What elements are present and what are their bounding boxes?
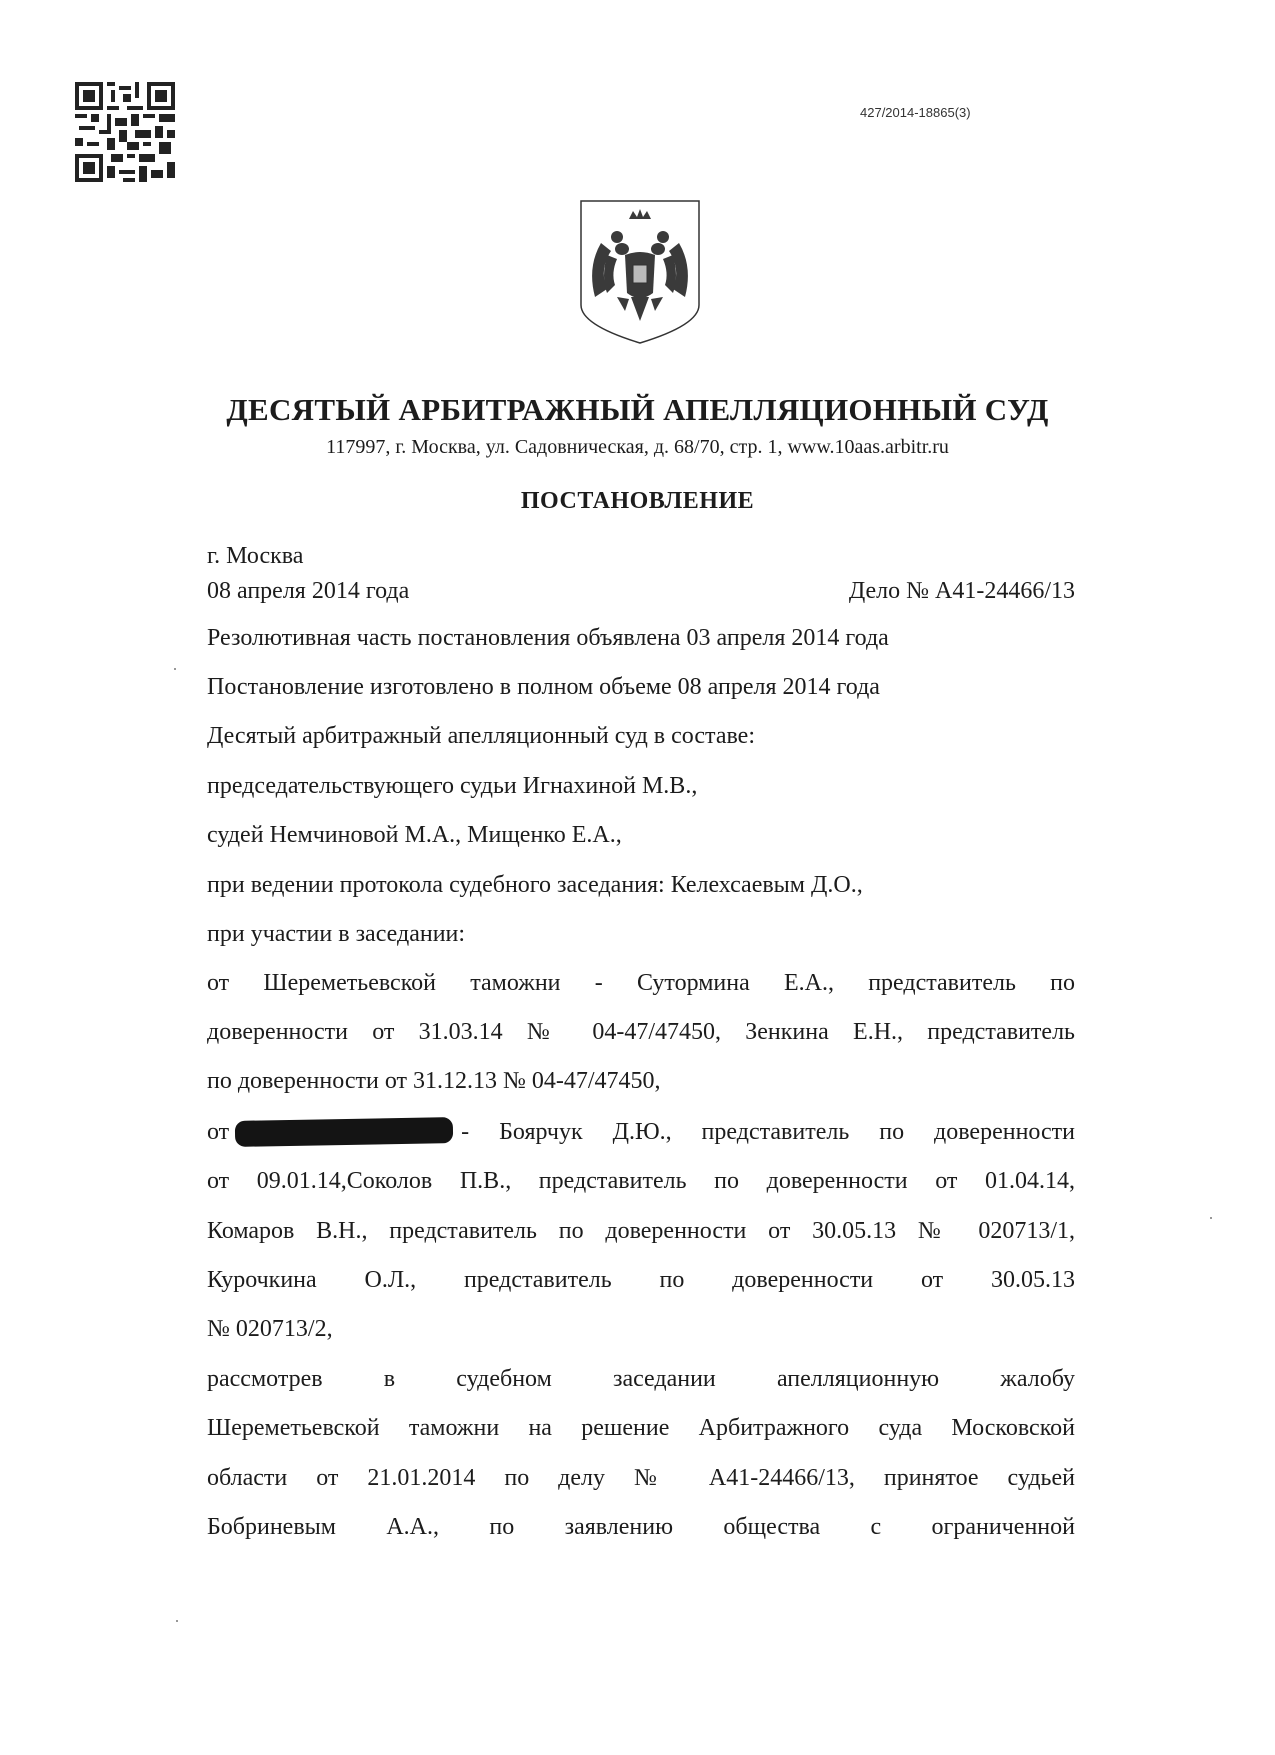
body-line: от Шереметьевской таможни - Сутормина Е.А., представитель по	[207, 970, 1075, 996]
qr-code-icon	[75, 82, 175, 182]
document-title: ПОСТАНОВЛЕНИЕ	[520, 488, 755, 514]
body-line: - Боярчук Д.Ю., представитель по доверенности	[461, 1119, 1075, 1145]
body-line: судей Немчиновой М.А., Мищенко Е.А.,	[207, 822, 622, 848]
body-line: Шереметьевской таможни на решение Арбитражного суда Московской	[207, 1415, 1075, 1441]
body-line: председательствующего судьи Игнахиной М.В.,	[207, 773, 698, 799]
document-reference-number: 427/2014-18865(3)	[860, 105, 971, 120]
body-line: Бобриневым А.А., по заявлению общества с ограниченной	[207, 1514, 1075, 1540]
court-address: 117997, г. Москва, ул. Садовническая, д. 68/70, стр. 1, www.10aas.arbitr.ru	[326, 436, 949, 458]
scan-speck	[1210, 1217, 1212, 1219]
body-line: области от 21.01.2014 по делу № А41-24466/13, принятое судьей	[207, 1465, 1075, 1491]
body-line: Десятый арбитражный апелляционный суд в составе:	[207, 723, 755, 749]
scan-speck	[174, 668, 176, 670]
body-line: по доверенности от 31.12.13 № 04-47/47450,	[207, 1068, 661, 1094]
coat-of-arms-icon	[577, 197, 703, 347]
city: г. Москва	[207, 543, 304, 569]
scan-speck	[176, 1620, 178, 1622]
court-name: ДЕСЯТЫЙ АРБИТРАЖНЫЙ АПЕЛЛЯЦИОННЫЙ СУД	[226, 392, 1049, 427]
body-line: доверенности от 31.03.14 № 04-47/47450, Зенкина Е.Н., представитель	[207, 1019, 1075, 1045]
redaction-mark	[235, 1117, 453, 1147]
body-line: рассмотрев в судебном заседании апелляционную жалобу	[207, 1366, 1075, 1392]
body-line: от 09.01.14,Соколов П.В., представитель по доверенности от 01.04.14,	[207, 1168, 1075, 1194]
body-line: при ведении протокола судебного заседания: Келехсаевым Д.О.,	[207, 872, 863, 898]
body-line: Комаров В.Н., представитель по доверенности от 30.05.13 № 020713/1,	[207, 1218, 1075, 1244]
document-date: 08 апреля 2014 года	[207, 578, 410, 604]
body-line: Резолютивная часть постановления объявлена 03 апреля 2014 года	[207, 625, 889, 651]
case-number: Дело № А41-24466/13	[848, 578, 1075, 604]
body-line: Постановление изготовлено в полном объеме 08 апреля 2014 года	[207, 674, 880, 700]
body-line: при участии в заседании:	[207, 921, 466, 947]
redacted-party-line	[207, 1117, 1075, 1147]
body-line: № 020713/2,	[207, 1316, 333, 1342]
redacted-prefix: от	[207, 1119, 230, 1145]
body-line: Курочкина О.Л., представитель по доверенности от 30.05.13	[207, 1267, 1075, 1293]
